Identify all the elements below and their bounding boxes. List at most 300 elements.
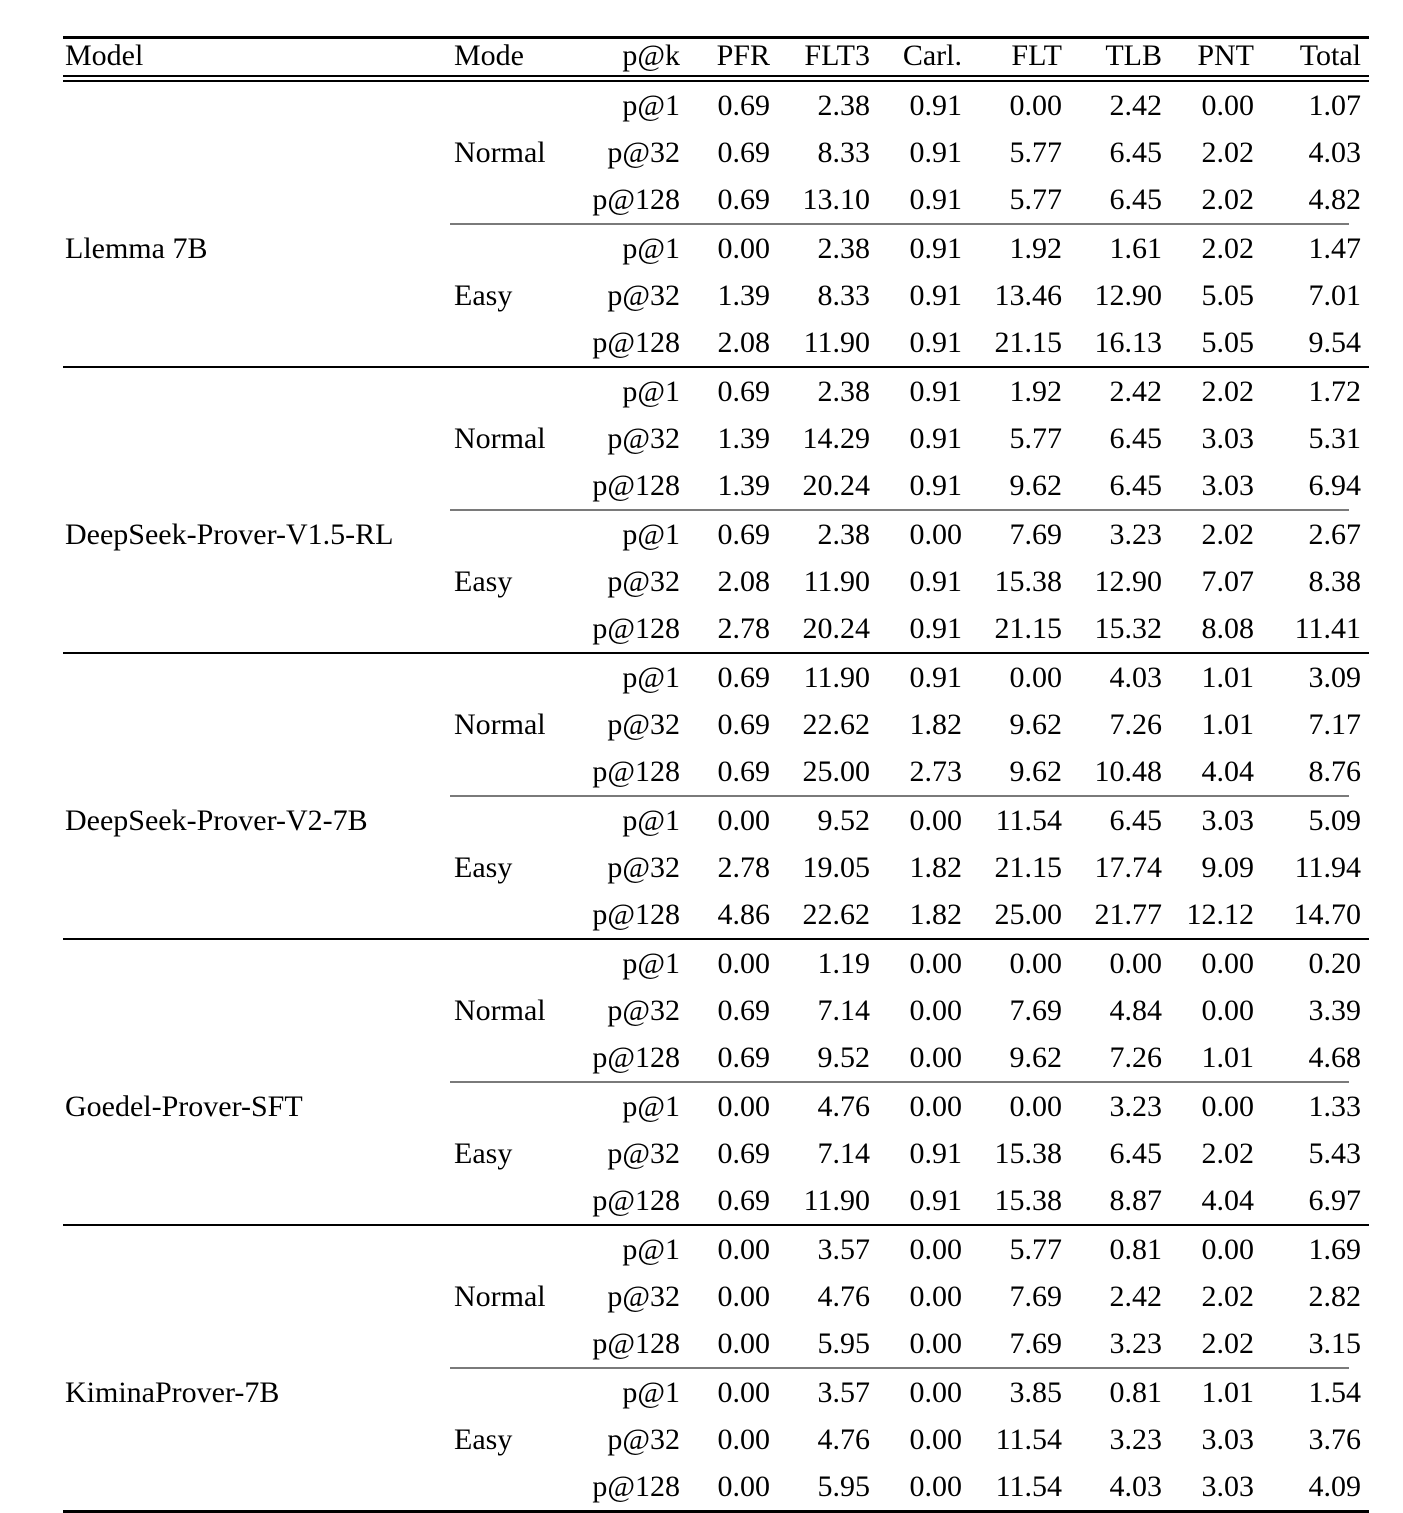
value-cell-flt3: 11.90	[803, 325, 870, 359]
value-cell-total: 4.68	[1308, 1040, 1361, 1074]
pk-cell: p@1	[622, 803, 680, 837]
value-cell-pnt: 1.01	[1201, 1040, 1254, 1074]
mode-cell-empty	[448, 225, 568, 272]
table-row	[63, 558, 1369, 605]
mode-cell-empty	[448, 1320, 568, 1367]
mode-cell: Normal	[454, 1279, 546, 1313]
model-name-cell: KiminaProver-7B	[65, 1375, 280, 1409]
mode-cell-empty	[448, 748, 568, 795]
value-cell-pfr: 0.69	[717, 1136, 770, 1170]
model-name-cell-empty	[63, 1320, 448, 1367]
value-cell-flt: 1.92	[1009, 374, 1062, 408]
value-cell-pfr: 0.69	[717, 1183, 770, 1217]
value-cell-pnt: 12.12	[1186, 897, 1254, 931]
value-cell-total: 3.76	[1308, 1422, 1361, 1456]
value-cell-flt: 5.77	[1009, 135, 1062, 169]
value-cell-carl: 1.82	[909, 850, 962, 884]
table-row	[63, 1083, 1369, 1130]
value-cell-flt: 0.00	[1009, 660, 1062, 694]
value-cell-carl: 0.00	[909, 517, 962, 551]
value-cell-pnt: 2.02	[1201, 135, 1254, 169]
model-name-cell-empty	[63, 368, 448, 415]
mode-cell-empty	[448, 1177, 568, 1224]
value-cell-pfr: 0.00	[717, 1422, 770, 1456]
value-cell-pnt: 9.09	[1201, 850, 1254, 884]
value-cell-flt3: 3.57	[817, 1375, 870, 1409]
value-cell-flt: 15.38	[994, 564, 1062, 598]
table-row	[63, 129, 1369, 176]
value-cell-total: 3.09	[1308, 660, 1361, 694]
value-cell-total: 8.76	[1308, 754, 1361, 788]
value-cell-carl: 0.91	[909, 374, 962, 408]
header-row	[63, 39, 1369, 75]
value-cell-pnt: 5.05	[1201, 278, 1254, 312]
table-row	[63, 415, 1369, 462]
value-cell-tlb: 8.87	[1109, 1183, 1162, 1217]
table-row	[63, 1416, 1369, 1463]
value-cell-pfr: 0.69	[717, 1040, 770, 1074]
value-cell-carl: 0.91	[909, 1183, 962, 1217]
value-cell-flt: 5.77	[1009, 1232, 1062, 1266]
value-cell-flt3: 1.19	[817, 946, 870, 980]
model-name-cell-empty	[63, 129, 448, 176]
mode-cell-empty	[448, 605, 568, 652]
pk-cell: p@128	[592, 1040, 680, 1074]
value-cell-pnt: 1.01	[1201, 660, 1254, 694]
mode-cell: Normal	[454, 707, 546, 741]
value-cell-pfr: 0.00	[717, 1326, 770, 1360]
pk-cell: p@1	[622, 1089, 680, 1123]
value-cell-flt3: 22.62	[802, 897, 870, 931]
value-cell-total: 7.01	[1308, 278, 1361, 312]
value-cell-carl: 0.91	[909, 1136, 962, 1170]
value-cell-flt3: 2.38	[817, 517, 870, 551]
value-cell-pfr: 0.69	[717, 374, 770, 408]
value-cell-total: 2.82	[1308, 1279, 1361, 1313]
column-header-tlb: TLB	[1105, 39, 1162, 72]
value-cell-carl: 1.82	[909, 707, 962, 741]
value-cell-flt: 11.54	[995, 803, 1062, 837]
value-cell-flt: 21.15	[994, 850, 1062, 884]
value-cell-carl: 0.91	[909, 660, 962, 694]
table-head	[63, 36, 1369, 82]
table-row	[63, 82, 1369, 129]
value-cell-pfr: 0.00	[717, 946, 770, 980]
value-cell-total: 4.82	[1308, 182, 1361, 216]
value-cell-carl: 0.91	[909, 421, 962, 455]
value-cell-total: 7.17	[1308, 707, 1361, 741]
value-cell-tlb: 7.26	[1109, 707, 1162, 741]
mode-cell-empty	[448, 654, 568, 701]
value-cell-pnt: 3.03	[1201, 468, 1254, 502]
table-row	[63, 511, 1369, 558]
value-cell-pfr: 0.69	[717, 660, 770, 694]
value-cell-pnt: 4.04	[1201, 1183, 1254, 1217]
value-cell-tlb: 6.45	[1109, 135, 1162, 169]
pk-cell: p@128	[592, 754, 680, 788]
value-cell-tlb: 0.81	[1109, 1375, 1162, 1409]
value-cell-tlb: 2.42	[1109, 1279, 1162, 1313]
pk-cell: p@1	[622, 660, 680, 694]
value-cell-pnt: 1.01	[1201, 707, 1254, 741]
value-cell-pnt: 8.08	[1201, 611, 1254, 645]
value-cell-pnt: 7.07	[1201, 564, 1254, 598]
mode-cell-empty	[448, 797, 568, 844]
value-cell-carl: 1.82	[909, 897, 962, 931]
value-cell-total: 11.94	[1294, 850, 1361, 884]
model-name-cell-empty	[63, 1034, 448, 1081]
value-cell-pnt: 3.03	[1201, 1422, 1254, 1456]
value-cell-total: 4.09	[1308, 1469, 1361, 1503]
value-cell-tlb: 15.32	[1094, 611, 1162, 645]
model-name-cell-empty	[63, 415, 448, 462]
value-cell-carl: 0.00	[909, 1326, 962, 1360]
pk-cell: p@32	[607, 278, 680, 312]
value-cell-pfr: 0.00	[717, 1089, 770, 1123]
value-cell-carl: 0.91	[909, 468, 962, 502]
value-cell-flt3: 7.14	[817, 1136, 870, 1170]
value-cell-total: 3.15	[1308, 1326, 1361, 1360]
value-cell-total: 5.43	[1308, 1136, 1361, 1170]
value-cell-pnt: 1.01	[1201, 1375, 1254, 1409]
value-cell-tlb: 3.23	[1109, 1422, 1162, 1456]
value-cell-tlb: 12.90	[1094, 278, 1162, 312]
mode-cell-empty	[448, 368, 568, 415]
value-cell-total: 14.70	[1293, 897, 1361, 931]
table-body	[63, 82, 1369, 1510]
value-cell-pfr: 2.08	[717, 325, 770, 359]
value-cell-tlb: 4.03	[1109, 660, 1162, 694]
value-cell-flt3: 25.00	[802, 754, 870, 788]
value-cell-flt: 7.69	[1009, 1326, 1062, 1360]
value-cell-flt: 15.38	[994, 1183, 1062, 1217]
value-cell-flt: 9.62	[1009, 1040, 1062, 1074]
mode-cell-empty	[448, 462, 568, 509]
value-cell-tlb: 3.23	[1109, 517, 1162, 551]
value-cell-carl: 0.00	[909, 1469, 962, 1503]
pk-cell: p@32	[607, 135, 680, 169]
value-cell-total: 9.54	[1308, 325, 1361, 359]
model-name-cell-empty	[63, 1177, 448, 1224]
column-header-carl: Carl.	[902, 39, 962, 72]
value-cell-flt3: 22.62	[802, 707, 870, 741]
mode-cell: Easy	[454, 1422, 513, 1456]
value-cell-carl: 0.00	[909, 946, 962, 980]
value-cell-tlb: 6.45	[1109, 182, 1162, 216]
value-cell-carl: 0.91	[909, 135, 962, 169]
model-name-cell-empty	[63, 1226, 448, 1273]
value-cell-carl: 0.00	[909, 1279, 962, 1313]
value-cell-total: 6.97	[1308, 1183, 1361, 1217]
model-name-cell-empty	[63, 272, 448, 319]
value-cell-flt3: 19.05	[802, 850, 870, 884]
value-cell-total: 0.20	[1308, 946, 1361, 980]
model-name-cell: Llemma 7B	[65, 231, 208, 265]
value-cell-pfr: 0.00	[717, 803, 770, 837]
value-cell-pnt: 0.00	[1201, 1089, 1254, 1123]
value-cell-flt: 7.69	[1009, 993, 1062, 1027]
pk-cell: p@32	[607, 1136, 680, 1170]
value-cell-pnt: 2.02	[1201, 231, 1254, 265]
table-row	[63, 940, 1369, 987]
value-cell-pnt: 5.05	[1201, 325, 1254, 359]
table-row	[63, 368, 1369, 415]
model-name-cell-empty	[63, 319, 448, 366]
value-cell-flt3: 4.76	[817, 1089, 870, 1123]
value-cell-flt3: 20.24	[802, 468, 870, 502]
value-cell-pnt: 2.02	[1201, 1279, 1254, 1313]
value-cell-total: 1.47	[1308, 231, 1361, 265]
value-cell-flt3: 5.95	[817, 1326, 870, 1360]
mode-cell-empty	[448, 511, 568, 558]
value-cell-carl: 0.00	[909, 1040, 962, 1074]
table-row	[63, 1273, 1369, 1320]
model-name-cell-empty	[63, 605, 448, 652]
value-cell-carl: 2.73	[909, 754, 962, 788]
value-cell-flt3: 5.95	[817, 1469, 870, 1503]
value-cell-carl: 0.91	[909, 182, 962, 216]
mode-cell-empty	[448, 82, 568, 129]
value-cell-pfr: 0.69	[717, 707, 770, 741]
mode-cell: Normal	[454, 993, 546, 1027]
value-cell-flt3: 14.29	[802, 421, 870, 455]
value-cell-flt: 25.00	[994, 897, 1062, 931]
value-cell-tlb: 3.23	[1109, 1326, 1162, 1360]
value-cell-carl: 0.00	[909, 1089, 962, 1123]
value-cell-carl: 0.91	[909, 564, 962, 598]
mode-cell-empty	[448, 1083, 568, 1130]
value-cell-carl: 0.00	[909, 1375, 962, 1409]
table-row	[63, 225, 1369, 272]
table-row	[63, 748, 1369, 795]
mode-cell: Easy	[454, 564, 513, 598]
value-cell-total: 3.39	[1308, 993, 1361, 1027]
model-name-cell-empty	[63, 654, 448, 701]
value-cell-tlb: 1.61	[1109, 231, 1162, 265]
value-cell-carl: 0.91	[909, 88, 962, 122]
value-cell-total: 11.41	[1294, 611, 1361, 645]
pk-cell: p@1	[622, 946, 680, 980]
value-cell-pnt: 0.00	[1201, 946, 1254, 980]
value-cell-flt: 7.69	[1009, 1279, 1062, 1313]
value-cell-flt3: 9.52	[817, 1040, 870, 1074]
column-header-flt3: FLT3	[804, 39, 870, 72]
mode-cell: Normal	[454, 135, 546, 169]
value-cell-flt3: 8.33	[817, 278, 870, 312]
value-cell-tlb: 21.77	[1094, 897, 1162, 931]
table-row	[63, 605, 1369, 652]
table-row	[63, 701, 1369, 748]
value-cell-pfr: 0.69	[717, 517, 770, 551]
pk-cell: p@1	[622, 88, 680, 122]
value-cell-flt3: 11.90	[803, 660, 870, 694]
mode-cell-empty	[448, 891, 568, 938]
value-cell-tlb: 16.13	[1094, 325, 1162, 359]
pk-cell: p@128	[592, 182, 680, 216]
value-cell-tlb: 10.48	[1094, 754, 1162, 788]
table-row	[63, 319, 1369, 366]
mode-cell-empty	[448, 1226, 568, 1273]
mode-cell: Easy	[454, 278, 513, 312]
value-cell-flt3: 2.38	[817, 374, 870, 408]
value-cell-tlb: 4.03	[1109, 1469, 1162, 1503]
model-name-cell-empty	[63, 1273, 448, 1320]
value-cell-flt3: 4.76	[817, 1279, 870, 1313]
model-name-cell-empty	[63, 940, 448, 987]
model-name-cell-empty	[63, 1130, 448, 1177]
value-cell-pfr: 0.00	[717, 231, 770, 265]
value-cell-total: 1.72	[1308, 374, 1361, 408]
mode-cell-empty	[448, 1369, 568, 1416]
model-name-cell-empty	[63, 462, 448, 509]
value-cell-tlb: 0.81	[1109, 1232, 1162, 1266]
value-cell-tlb: 4.84	[1109, 993, 1162, 1027]
value-cell-pnt: 0.00	[1201, 1232, 1254, 1266]
value-cell-tlb: 17.74	[1094, 850, 1162, 884]
value-cell-pnt: 2.02	[1201, 1136, 1254, 1170]
value-cell-total: 5.09	[1308, 803, 1361, 837]
model-name-cell-empty	[63, 748, 448, 795]
mode-cell: Easy	[454, 1136, 513, 1170]
value-cell-tlb: 0.00	[1109, 946, 1162, 980]
pk-cell: p@32	[607, 421, 680, 455]
value-cell-pnt: 2.02	[1201, 374, 1254, 408]
value-cell-pfr: 0.00	[717, 1469, 770, 1503]
value-cell-tlb: 6.45	[1109, 468, 1162, 502]
value-cell-flt: 21.15	[994, 325, 1062, 359]
model-name-cell-empty	[63, 558, 448, 605]
value-cell-flt: 3.85	[1009, 1375, 1062, 1409]
value-cell-flt3: 13.10	[802, 182, 870, 216]
value-cell-flt: 13.46	[994, 278, 1062, 312]
column-header-total: Total	[1299, 39, 1361, 72]
mode-cell-empty	[448, 1034, 568, 1081]
value-cell-flt3: 2.38	[817, 231, 870, 265]
column-header-pfr: PFR	[716, 39, 770, 72]
mode-cell: Easy	[454, 850, 513, 884]
model-name-cell-empty	[63, 82, 448, 129]
value-cell-tlb: 6.45	[1109, 421, 1162, 455]
pk-cell: p@1	[622, 374, 680, 408]
value-cell-pfr: 0.69	[717, 135, 770, 169]
value-cell-carl: 0.91	[909, 611, 962, 645]
value-cell-total: 1.54	[1308, 1375, 1361, 1409]
results-table-container	[63, 36, 1361, 1513]
value-cell-carl: 0.91	[909, 325, 962, 359]
value-cell-flt: 11.54	[995, 1422, 1062, 1456]
value-cell-total: 1.33	[1308, 1089, 1361, 1123]
value-cell-pfr: 1.39	[717, 468, 770, 502]
value-cell-pfr: 0.00	[717, 1279, 770, 1313]
value-cell-tlb: 3.23	[1109, 1089, 1162, 1123]
pk-cell: p@128	[592, 897, 680, 931]
table-row	[63, 272, 1369, 319]
model-name-cell: DeepSeek-Prover-V1.5-RL	[65, 517, 394, 551]
table-row	[63, 1177, 1369, 1224]
value-cell-total: 1.07	[1308, 88, 1361, 122]
model-name-cell-empty	[63, 1416, 448, 1463]
value-cell-carl: 0.00	[909, 1422, 962, 1456]
column-header-flt: FLT	[1011, 39, 1062, 72]
value-cell-flt: 11.54	[995, 1469, 1062, 1503]
pk-cell: p@1	[622, 517, 680, 551]
model-name-cell-empty	[63, 176, 448, 223]
value-cell-total: 1.69	[1308, 1232, 1361, 1266]
value-cell-flt3: 4.76	[817, 1422, 870, 1456]
pk-cell: p@128	[592, 1469, 680, 1503]
value-cell-tlb: 2.42	[1109, 374, 1162, 408]
value-cell-flt: 5.77	[1009, 182, 1062, 216]
value-cell-tlb: 7.26	[1109, 1040, 1162, 1074]
pk-cell: p@1	[622, 1375, 680, 1409]
value-cell-flt: 9.62	[1009, 468, 1062, 502]
table-row	[63, 891, 1369, 938]
value-cell-flt: 7.69	[1009, 517, 1062, 551]
value-cell-flt: 9.62	[1009, 707, 1062, 741]
model-name-cell-empty	[63, 844, 448, 891]
value-cell-total: 8.38	[1308, 564, 1361, 598]
value-cell-pfr: 1.39	[717, 421, 770, 455]
value-cell-flt: 15.38	[994, 1136, 1062, 1170]
pk-cell: p@1	[622, 1232, 680, 1266]
value-cell-flt: 0.00	[1009, 88, 1062, 122]
value-cell-flt: 0.00	[1009, 1089, 1062, 1123]
mode-cell-empty	[448, 940, 568, 987]
pk-cell: p@128	[592, 468, 680, 502]
value-cell-pfr: 1.39	[717, 278, 770, 312]
column-header-pk: p@k	[622, 39, 680, 72]
value-cell-flt3: 9.52	[817, 803, 870, 837]
value-cell-pfr: 2.78	[717, 850, 770, 884]
table-row	[63, 176, 1369, 223]
mode-cell-empty	[448, 176, 568, 223]
table-row	[63, 1130, 1369, 1177]
value-cell-total: 4.03	[1308, 135, 1361, 169]
table-row	[63, 1320, 1369, 1367]
table-row	[63, 797, 1369, 844]
value-cell-pfr: 0.00	[717, 1375, 770, 1409]
value-cell-carl: 0.00	[909, 1232, 962, 1266]
pk-cell: p@32	[607, 1279, 680, 1313]
value-cell-tlb: 6.45	[1109, 803, 1162, 837]
table-row	[63, 1226, 1369, 1273]
value-cell-flt: 9.62	[1009, 754, 1062, 788]
pk-cell: p@32	[607, 564, 680, 598]
value-cell-flt3: 20.24	[802, 611, 870, 645]
value-cell-total: 6.94	[1308, 468, 1361, 502]
value-cell-pfr: 4.86	[717, 897, 770, 931]
value-cell-pnt: 3.03	[1201, 421, 1254, 455]
value-cell-pnt: 2.02	[1201, 182, 1254, 216]
value-cell-flt3: 8.33	[817, 135, 870, 169]
model-name-cell-empty	[63, 701, 448, 748]
table-row	[63, 1034, 1369, 1081]
value-cell-total: 5.31	[1308, 421, 1361, 455]
value-cell-carl: 0.00	[909, 993, 962, 1027]
value-cell-flt3: 11.90	[803, 564, 870, 598]
value-cell-pfr: 0.69	[717, 88, 770, 122]
pk-cell: p@32	[607, 850, 680, 884]
value-cell-carl: 0.00	[909, 803, 962, 837]
pk-cell: p@128	[592, 1326, 680, 1360]
value-cell-pfr: 0.00	[717, 1232, 770, 1266]
table-row	[63, 462, 1369, 509]
value-cell-flt: 21.15	[994, 611, 1062, 645]
value-cell-pnt: 2.02	[1201, 517, 1254, 551]
value-cell-flt: 0.00	[1009, 946, 1062, 980]
mode-cell: Normal	[454, 421, 546, 455]
value-cell-pnt: 0.00	[1201, 88, 1254, 122]
